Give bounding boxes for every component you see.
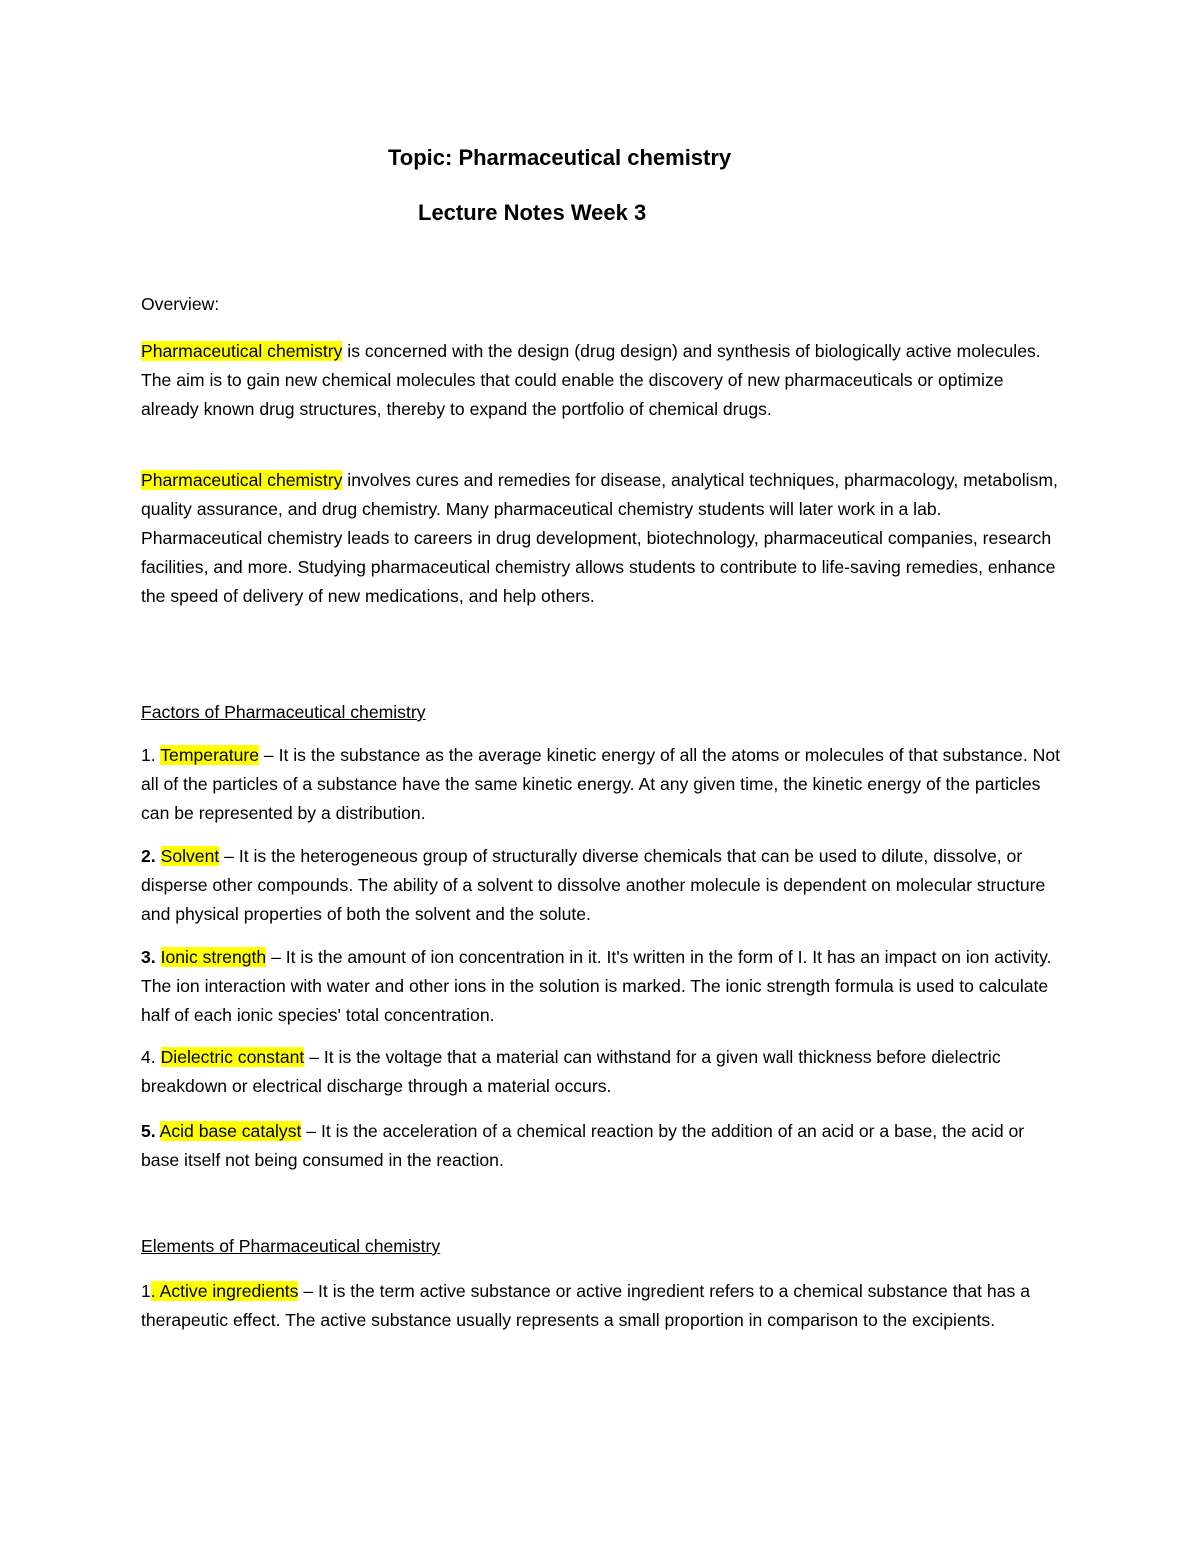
element-item	[141, 1277, 1061, 1335]
factor-item	[141, 842, 1061, 929]
overview-label: Overview:	[141, 294, 220, 314]
factor-term: Dielectric constant	[160, 1047, 305, 1067]
overview-paragraph	[141, 337, 1061, 424]
item-number: 4.	[141, 1047, 156, 1067]
elements-heading: Elements of Pharmaceutical chemistry	[141, 1236, 441, 1256]
highlighted-term: Pharmaceutical chemistry	[141, 470, 343, 490]
paragraph-text: is concerned with the design (drug design) and synthesis of biologically active molecules. The aim is to gain new chemical molecules that could enable the discovery of new pharmaceuticals or optimize already known drug structures, thereby to expand the portfolio of chemical drugs.	[141, 341, 1041, 419]
factor-item	[141, 1043, 1061, 1101]
element-term: . Active ingredients	[150, 1281, 299, 1301]
item-text: – It is the term active substance or active ingredient refers to a chemical substance that has a therapeutic effect. The active substance usually represents a small proportion in comparison to the excipients.	[141, 1281, 1030, 1330]
item-text: – It is the amount of ion concentration in it. It's written in the form of I. It has an impact on ion activity. The ion interaction with water and other ions in the solution is marked. The ionic strength formula is used to calculate half of each ionic species' total concentration.	[141, 947, 1052, 1025]
paragraph-text: involves cures and remedies for disease, analytical techniques, pharmacology, metabolism, quality assurance, and drug chemistry. Many pharmaceutical chemistry students will later work in a lab. Pharmaceutical chemistry leads to careers in drug development, biotechnology, pharmaceutical companies, research facilities, and more. Studying pharmaceutical chemistry allows students to contribute to life-saving remedies, enhance the speed of delivery of new medications, and help others.	[141, 470, 1058, 606]
item-text: – It is the substance as the average kinetic energy of all the atoms or molecules of that substance. Not all of the particles of a substance have the same kinetic energy. At any given time, the kinetic energy of the particles can be represented by a distribution.	[141, 745, 1061, 823]
item-text: – It is the heterogeneous group of structurally diverse chemicals that can be used to dilute, dissolve, or disperse other compounds. The ability of a solvent to dissolve another molecule is dependent on molecular structure and physical properties of both the solvent and the solute.	[141, 846, 1046, 924]
item-number: 1.	[141, 745, 156, 765]
factors-heading: Factors of Pharmaceutical chemistry	[141, 702, 426, 722]
factor-item	[141, 1117, 1061, 1175]
factor-item	[141, 943, 1061, 1030]
overview-paragraph	[141, 466, 1061, 611]
factor-item	[141, 741, 1061, 828]
item-number: 5.	[141, 1121, 156, 1141]
highlighted-term: Pharmaceutical chemistry	[141, 341, 343, 361]
factor-term: Solvent	[160, 846, 220, 866]
document-subtitle: Lecture Notes Week 3	[418, 200, 647, 225]
item-number: 2.	[141, 846, 156, 866]
factor-term: Acid base catalyst	[159, 1121, 302, 1141]
document-title: Topic: Pharmaceutical chemistry	[388, 145, 732, 170]
factor-term: Temperature	[160, 745, 260, 765]
item-text: – It is the acceleration of a chemical reaction by the addition of an acid or a base, the acid or base itself not being consumed in the reaction.	[141, 1121, 1025, 1170]
factor-term: Ionic strength	[160, 947, 267, 967]
item-text: – It is the voltage that a material can withstand for a given wall thickness before dielectric breakdown or electrical discharge through a material occurs.	[141, 1047, 1001, 1096]
item-number: 3.	[141, 947, 156, 967]
item-number: 1	[141, 1281, 151, 1301]
